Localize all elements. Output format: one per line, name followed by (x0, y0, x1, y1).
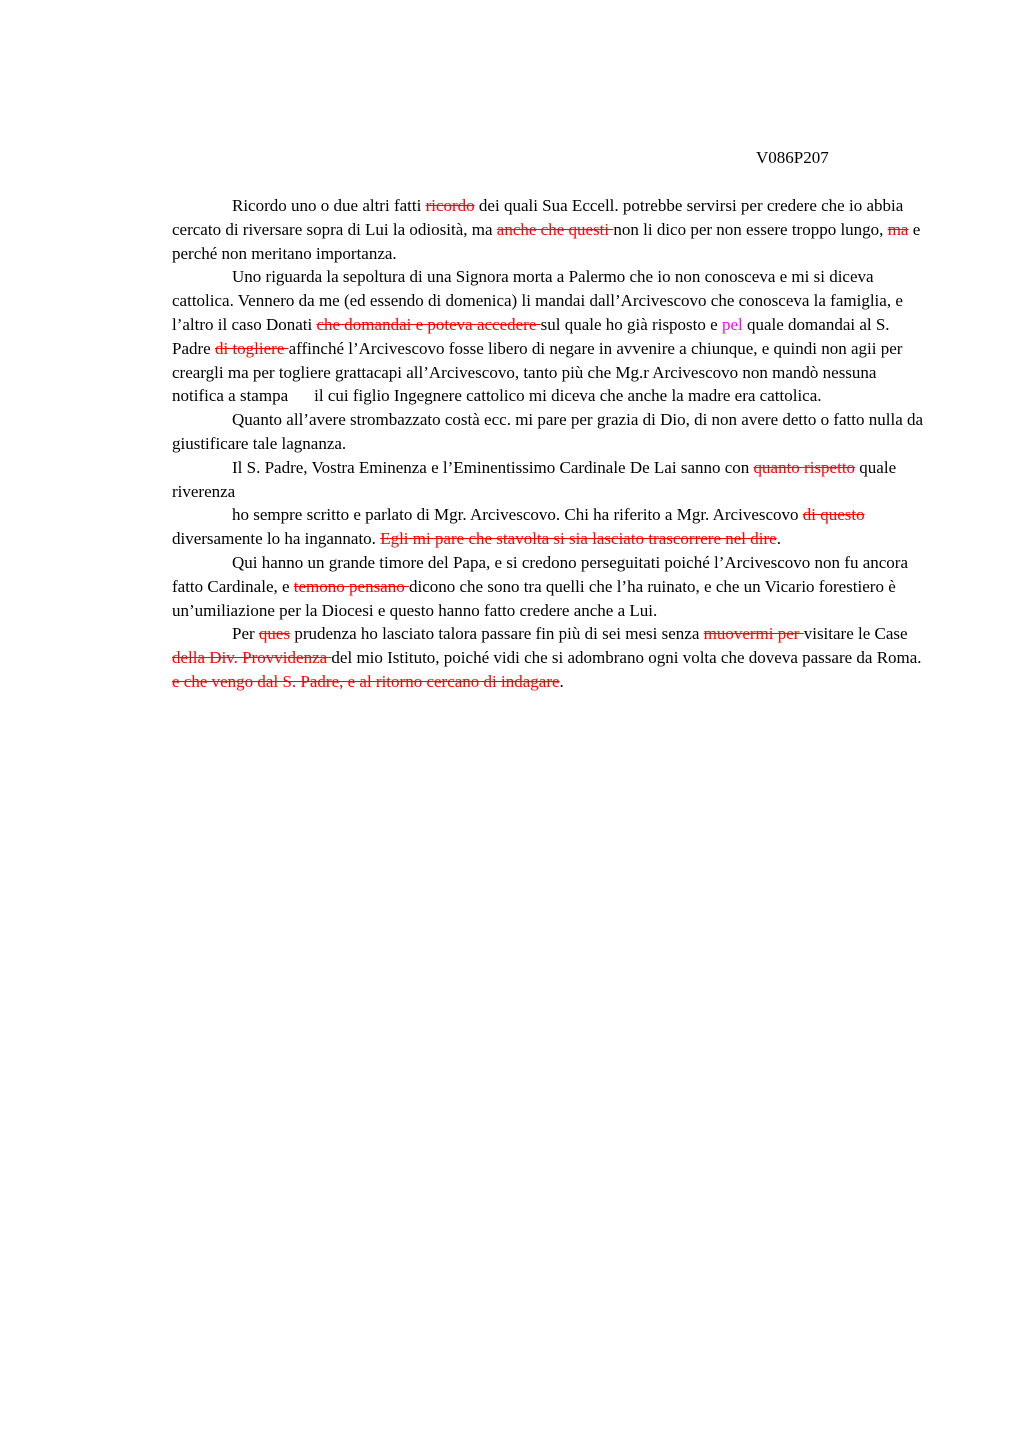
text-run: affinché l’Arcivescovo fosse libero di negare in avvenire a chiunque, e quindi non agii per creargli ma per togliere grattacapi all’Arcivescovo, tanto più che Mg.r Arcivescovo non mandò nessuna notifica a stampa (172, 338, 903, 406)
text-run: non li dico per non essere troppo lungo, (613, 219, 888, 239)
text-run: diversamente lo ha ingannato. (172, 529, 381, 549)
text-run: dei quali Sua Eccell. potrebbe servirsi per credere che io abbia cercato di riversare sopra di Lui la odiosità, ma (172, 196, 904, 239)
deleted-text: ques (258, 624, 291, 644)
deleted-text: ma (887, 219, 909, 239)
paragraph (172, 503, 932, 551)
deleted-text: temono pensano (293, 576, 409, 596)
text-run: quale domandai al S. Padre (172, 314, 890, 358)
text-run: sul quale ho già risposto e (540, 314, 722, 334)
paragraph (172, 408, 932, 456)
paragraph (172, 265, 932, 408)
deleted-text: anche che questi (496, 219, 614, 239)
paragraph (172, 456, 932, 504)
text-run: quale riverenza (172, 457, 897, 501)
deleted-text: Egli mi pare che stavolta si sia lasciato trascorrere nel dire (380, 529, 777, 549)
text-run: . (559, 671, 564, 691)
text-run: Ricordo uno o due altri fatti (232, 196, 426, 215)
deleted-text: muovermi per (703, 624, 804, 644)
text-run: il cui figlio Ingegnere cattolico mi diceva che anche la madre era cattolica. (314, 386, 822, 406)
text-run: dicono che sono tra quelli che l’ha ruinato, e che un Vicario forestiero è un’umiliazione per la Diocesi e questo hanno fatto credere anche a Lui. (172, 576, 896, 620)
paragraph (172, 551, 932, 622)
paragraph (172, 194, 932, 265)
deleted-text: quanto rispetto (753, 457, 856, 477)
deleted-text: che domandai e poteva accedere (316, 314, 541, 334)
text-run: Quanto all’avere strombazzato costà ecc. mi pare per grazia di Dio, di non avere detto o fatto nulla da giustificare tale lagnanza. (172, 410, 924, 453)
text-run: . (776, 529, 781, 549)
deleted-text: e che vengo dal S. Padre, e al ritorno cercano di indagare (172, 671, 560, 691)
text-run: visitare le Case (803, 624, 908, 644)
text-run: Qui hanno un grande timore del Papa, e si credono perseguitati poiché l’Arcivescovo non fu ancora fatto Cardinale, e (172, 552, 908, 596)
deleted-text: di questo (802, 505, 865, 525)
page-code: V086P207 (756, 148, 829, 167)
deleted-text: ricordo (425, 196, 475, 215)
text-run: Per (232, 624, 259, 644)
inserted-text: pel (721, 314, 743, 334)
deleted-text: di togliere (214, 338, 289, 358)
text-run: Uno riguarda la sepoltura di una Signora morta a Palermo che io non conosceva e mi si diceva cattolica. Vennero da me (ed essendo di domenica) li mandai dall’Arcivescovo che conosceva la famiglia, e l’altro il caso Donati (172, 267, 903, 334)
text-run: e perché non meritano importanza. (172, 219, 921, 263)
paragraph (172, 622, 932, 693)
text-run: ho sempre scritto e parlato di Mgr. Arcivescovo. Chi ha riferito a Mgr. Arcivescovo (232, 505, 803, 525)
text-run: Il S. Padre, Vostra Eminenza e l’Eminentissimo Cardinale De Lai sanno con (232, 457, 754, 477)
deleted-text: della Div. Provvidenza (172, 648, 332, 668)
text-run: del mio Istituto, poiché vidi che si adombrano ogni volta che doveva passare da Roma. (331, 648, 922, 668)
text-run: prudenza ho lasciato talora passare fin più di sei mesi senza (290, 624, 704, 644)
document-body (172, 194, 932, 694)
